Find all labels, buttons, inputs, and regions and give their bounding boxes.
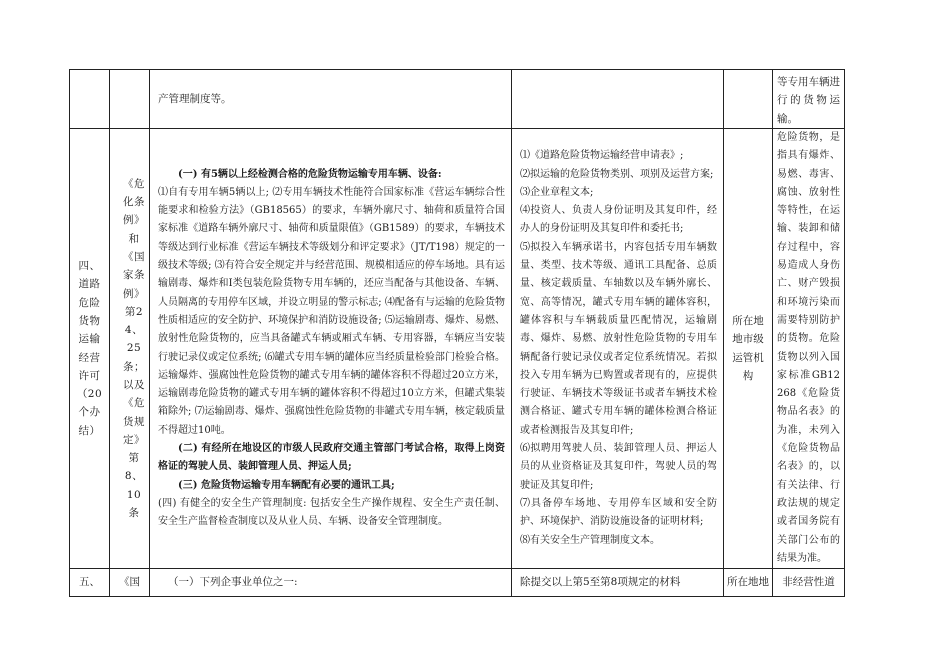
next-conditions: （一）下列企事业单位之一: (168, 576, 298, 589)
item-name-cell (70, 129, 110, 569)
material-item: ⑻有关安全生产管理制度文本。 (520, 534, 660, 546)
materials-cell (512, 129, 724, 569)
legal-basis-cell (110, 129, 150, 569)
material-item: ⑵拟运输的危险货物类别、项别及运营方案; (520, 168, 714, 180)
authority-cell (724, 129, 773, 569)
next-basis-cell (110, 569, 150, 597)
material-item: ⑺具备停车场地、专用停车区域和安全防护、环境保护、消防设施设备的证明材料; (520, 497, 717, 528)
table-row (70, 70, 845, 129)
next-authority-cell (724, 569, 773, 597)
next-materials-cell (512, 569, 724, 597)
prev-note-text: 等专用车辆进行的货物运输。 (777, 76, 840, 125)
condition-2: (二) 有经所在地设区的市级人民政府交通主管部门考试合格，取得上岗资格证的驾驶人员、装卸管理人员、押运人员; (158, 443, 505, 473)
authority: 所在地地市级运管机构 (732, 314, 764, 382)
next-materials: 除提交以上第5至第8项规定的材料 (520, 576, 681, 589)
material-item: ⑹拟聘用驾驶人员、装卸管理人员、押运人员的从业资格证及其复印件，驾驶人员的驾驶证及其复印件; (520, 443, 717, 491)
next-note-cell (773, 569, 845, 597)
next-conditions-cell (150, 569, 512, 597)
material-item: ⑷投资人、负责人身份证明及其复印件，经办人的身份证明及其复印件和委托书; (520, 205, 717, 235)
permit-table (69, 69, 845, 597)
prev-authority-cell (724, 70, 773, 129)
condition-4: (四) 有健全的安全生产管理制度: 包括安全生产操作规程、安全生产责任制、安全生产监督检查制度以及从业人员、车辆、设备安全管理制度。 (158, 497, 505, 528)
material-item: ⑶企业章程文本; (520, 186, 594, 198)
note: 危险货物，是指具有爆炸、易燃、毒害、腐蚀、放射性等特性，在运输、装卸和储存过程中，容易造成人身伤亡、财产毁损和环境污染而需要特别防护的货物。危险货物以列入国家标准GB12268《危险货物品名表》的为准，未列入《危险货物品名表》的，以有关法律、行政法规的规定或者国务院有关部门公布的结果为准。 (777, 132, 840, 564)
legal-basis: 《危化条例》和《国家条例》第24、25条；以及《危货规定》第8、10条 (123, 177, 145, 520)
condition-3: (三) 危险货物运输专用车辆配有必要的通讯工具; (178, 479, 395, 491)
table-row (70, 569, 845, 597)
material-item: ⑸拟投入车辆承诺书，内容包括专用车辆数量、类型、技术等级、通讯工具配备、总质量、核定载质量、车轴数以及车辆外廓长、宽、高等情况，罐式专用车辆的罐体容积，罐体容积与车辆载质量匹配情况，运输剧毒、爆炸、易燃、放射性危险货物的专用车辆配备行驶记录仪或者定位系统情况。若拟投入专用车辆为已购置或者现有的，应提供行驶证、车辆技术等级证书或者车辆技术检测合格证、罐式专用车辆的罐体检测合格证或者检测报告及其复印件; (520, 241, 717, 436)
item-name: 四、道路危险货物运输经营许可（20个办结） (76, 260, 103, 437)
next-item-cell (70, 569, 110, 597)
prev-basis-cell (110, 70, 150, 129)
table-row (70, 129, 845, 569)
prev-note-cell (773, 70, 845, 129)
note-cell (773, 129, 845, 569)
prev-materials-cell (512, 70, 724, 129)
prev-conditions-text: 产管理制度等。 (158, 92, 232, 105)
next-item-name: 五、 (79, 576, 100, 589)
conditions-cell (150, 129, 512, 569)
prev-item-cell (70, 70, 110, 129)
condition-1-title: (一) 有5辆以上经检测合格的危险货物运输专用车辆、设备: (178, 168, 442, 180)
prev-conditions-cell (150, 70, 512, 129)
condition-1-detail: ⑴自有专用车辆5辆以上; ⑵专用车辆技术性能符合国家标准《营运车辆综合性能要求和检验方法》（GB18565）的要求，车辆外廓尺寸、轴荷和质量符合国家标准《道路车辆外廓尺寸、轴荷和质量限值》（GB1589）的要求，车辆技术等级达到行业标准《营运车辆技术等级划分和评定要求》（JT/T198）规定的一级技术等级; ⑶有符合安全规定并与经营范围、规模相适应的停车场地。具有运输剧毒、爆炸和Ⅰ类包装危险货物专用车辆的，还应当配备与其他设备、车辆、人员隔离的专用停车区域，并设立明显的警示标志; ⑷配备有与运输的危险货物性质相适应的安全防护、环境保护和消防设施设备; ⑸运输剧毒、爆炸、易燃、放射性危险货物的，应当具备罐式车辆或厢式车辆、专用容器，车辆应当安装行驶记录仪或定位系统; ⑹罐式专用车辆的罐体应当经质量检验部门检验合格。运输爆炸、强腐蚀性危险货物的罐式专用车辆的罐体容积不得超过20立方米，运输剧毒危险货物的罐式专用车辆的罐体容积不得超过10立方米，但罐式集装箱除外; ⑺运输剧毒、爆炸、强腐蚀性危险货物的非罐式专用车辆，核定载质量不得超过10吨。 (158, 186, 505, 436)
next-authority: 所在地地 (727, 576, 769, 589)
next-legal-basis: 《国 (119, 576, 140, 589)
material-item: ⑴《道路危险货物运输经营申请表》; (520, 150, 684, 162)
next-note: 非经营性道 (782, 576, 835, 589)
